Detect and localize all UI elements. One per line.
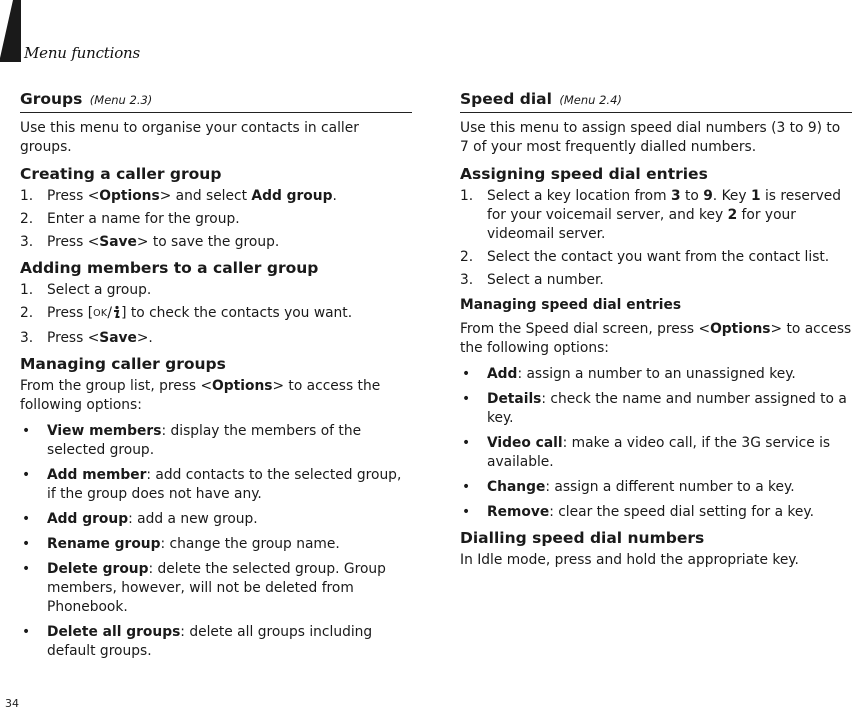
creating-step-3	[20, 233, 412, 252]
step-number: 1.	[460, 188, 474, 204]
step-text: for your videomail server.	[487, 207, 796, 242]
ok-key-label: OK	[93, 308, 108, 319]
header-accent-bar	[0, 0, 22, 62]
options-softkey-label: Options	[212, 378, 273, 394]
step-text: Press <	[47, 188, 100, 204]
managing-speed-dial-intro	[460, 320, 852, 358]
assigning-heading: Assigning speed dial entries	[460, 165, 708, 183]
option-name: Rename group	[47, 536, 161, 552]
groups-title: Groups	[20, 90, 83, 108]
bullet: •	[462, 435, 471, 451]
option-desc: : check the name and number assigned to a key.	[487, 391, 847, 426]
adding-members-heading: Adding members to a caller group	[20, 259, 319, 277]
header-accent-shape	[0, 0, 22, 62]
step-number: 2.	[20, 305, 34, 321]
speed-dial-menu-ref: (Menu 2.4)	[559, 93, 622, 107]
step-text: Press [	[47, 305, 94, 321]
option-desc: : change the group name.	[160, 536, 340, 552]
adding-step-3	[20, 329, 412, 348]
option-desc: : display the members of the selected group.	[47, 423, 362, 458]
speed-dial-title: Speed dial	[460, 90, 552, 108]
step-text: >.	[136, 330, 153, 346]
speed-dial-section	[460, 90, 852, 570]
creating-group-steps	[20, 187, 412, 252]
bullet: •	[22, 423, 31, 439]
option-add-member	[20, 466, 412, 504]
option-add-group	[20, 510, 412, 529]
bullet: •	[22, 536, 31, 552]
assigning-step-1	[460, 187, 852, 244]
dialling-text: In Idle mode, press and hold the appropriate key.	[460, 552, 799, 568]
option-rename-group	[20, 535, 412, 554]
step-text: > and select	[159, 188, 252, 204]
key-separator: /	[107, 305, 113, 321]
option-desc: : assign a number to an unassigned key.	[517, 366, 796, 382]
managing-groups-intro	[20, 377, 412, 415]
group-options-list	[20, 422, 412, 661]
step-text: to	[680, 188, 704, 204]
option-desc: : add a new group.	[128, 511, 258, 527]
key-number: 1	[750, 188, 761, 204]
save-softkey-label: Save	[99, 234, 137, 250]
step-text: Select a key location from	[487, 188, 671, 204]
option-name: Delete all groups	[47, 624, 181, 640]
step-number: 2.	[20, 211, 34, 227]
step-number: 3.	[460, 272, 474, 288]
groups-section	[20, 90, 412, 667]
intro-text: > to access the following options:	[460, 321, 852, 356]
intro-text: > to access the following options:	[20, 378, 381, 413]
option-name: Details	[487, 391, 542, 407]
option-name: Add member	[47, 467, 147, 483]
bullet: •	[22, 511, 31, 527]
adding-members-steps	[20, 281, 412, 348]
add-group-label: Add group	[251, 188, 333, 204]
option-name: Add group	[47, 511, 129, 527]
managing-speed-dial-heading: Managing speed dial entries	[460, 297, 682, 313]
option-desc: : clear the speed dial setting for a key.	[549, 504, 814, 520]
step-text: is reserved for your voicemail server, and key	[487, 188, 841, 223]
step-number: 3.	[20, 234, 34, 250]
step-text: Press <	[47, 330, 100, 346]
step-text: > to save the group.	[136, 234, 280, 250]
option-view-members	[20, 422, 412, 460]
option-change	[460, 478, 852, 497]
step-text: Select a group.	[47, 282, 152, 298]
step-text: .	[332, 188, 337, 204]
step-text: Press <	[47, 234, 100, 250]
step-number: 1.	[20, 188, 34, 204]
speed-dial-intro: Use this menu to assign speed dial numbers (3 to 9) to 7 of your most frequently dialled numbers.	[460, 120, 841, 155]
assigning-step-2	[460, 248, 852, 267]
creating-step-1	[20, 187, 412, 206]
bullet: •	[462, 366, 471, 382]
groups-heading	[20, 90, 412, 113]
groups-intro: Use this menu to organise your contacts in caller groups.	[20, 120, 359, 155]
bullet: •	[462, 504, 471, 520]
save-softkey-label: Save	[99, 330, 137, 346]
dialling-heading: Dialling speed dial numbers	[460, 529, 705, 547]
groups-menu-ref: (Menu 2.3)	[89, 93, 153, 107]
option-add	[460, 365, 852, 384]
adding-step-2	[20, 304, 412, 325]
managing-groups-heading: Managing caller groups	[20, 355, 226, 373]
step-number: 3.	[20, 330, 34, 346]
assigning-step-3	[460, 271, 852, 290]
step-text: ] to check the contacts you want.	[121, 305, 353, 321]
speed-dial-heading	[460, 90, 852, 113]
option-name: Remove	[487, 504, 550, 520]
bullet: •	[462, 391, 471, 407]
option-name: Video call	[487, 435, 563, 451]
options-softkey-label: Options	[99, 188, 160, 204]
option-delete-all-groups	[20, 623, 412, 661]
option-name: Delete group	[47, 561, 149, 577]
option-desc: : delete the selected group. Group members, however, will not be deleted from Phonebook.	[47, 561, 386, 615]
step-number: 2.	[460, 249, 474, 265]
option-video-call	[460, 434, 852, 472]
key-number: 9	[703, 188, 713, 204]
bullet: •	[22, 624, 31, 640]
step-text: Enter a name for the group.	[47, 211, 240, 227]
option-desc: : assign a different number to a key.	[545, 479, 795, 495]
option-name: View members	[47, 423, 162, 439]
intro-text: From the Speed dial screen, press <	[460, 321, 711, 337]
option-desc: : add contacts to the selected group, if the group does not have any.	[47, 467, 402, 502]
adding-step-1	[20, 281, 412, 300]
step-number: 1.	[20, 282, 34, 298]
key-number: 2	[727, 207, 738, 223]
key-number: 3	[670, 188, 681, 204]
creating-group-heading: Creating a caller group	[20, 165, 222, 183]
option-name: Change	[487, 479, 546, 495]
step-text: Select a number.	[487, 272, 604, 288]
page-header-title: Menu functions	[24, 44, 141, 62]
option-details	[460, 390, 852, 428]
options-softkey-label: Options	[710, 321, 771, 337]
assigning-steps	[460, 187, 852, 290]
page-number: 34	[5, 697, 19, 709]
option-desc: : delete all groups including default groups.	[47, 624, 373, 659]
option-remove	[460, 503, 852, 522]
option-delete-group	[20, 560, 412, 617]
info-key-icon	[112, 305, 121, 325]
option-desc: : make a video call, if the 3G service is available.	[487, 435, 831, 470]
creating-step-2	[20, 210, 412, 229]
option-name: Add	[487, 366, 518, 382]
bullet: •	[22, 561, 31, 577]
step-text: . Key	[712, 188, 751, 204]
bullet: •	[22, 467, 31, 483]
step-text: Select the contact you want from the contact list.	[487, 249, 830, 265]
speed-dial-options-list	[460, 365, 852, 522]
bullet: •	[462, 479, 471, 495]
intro-text: From the group list, press <	[20, 378, 213, 394]
